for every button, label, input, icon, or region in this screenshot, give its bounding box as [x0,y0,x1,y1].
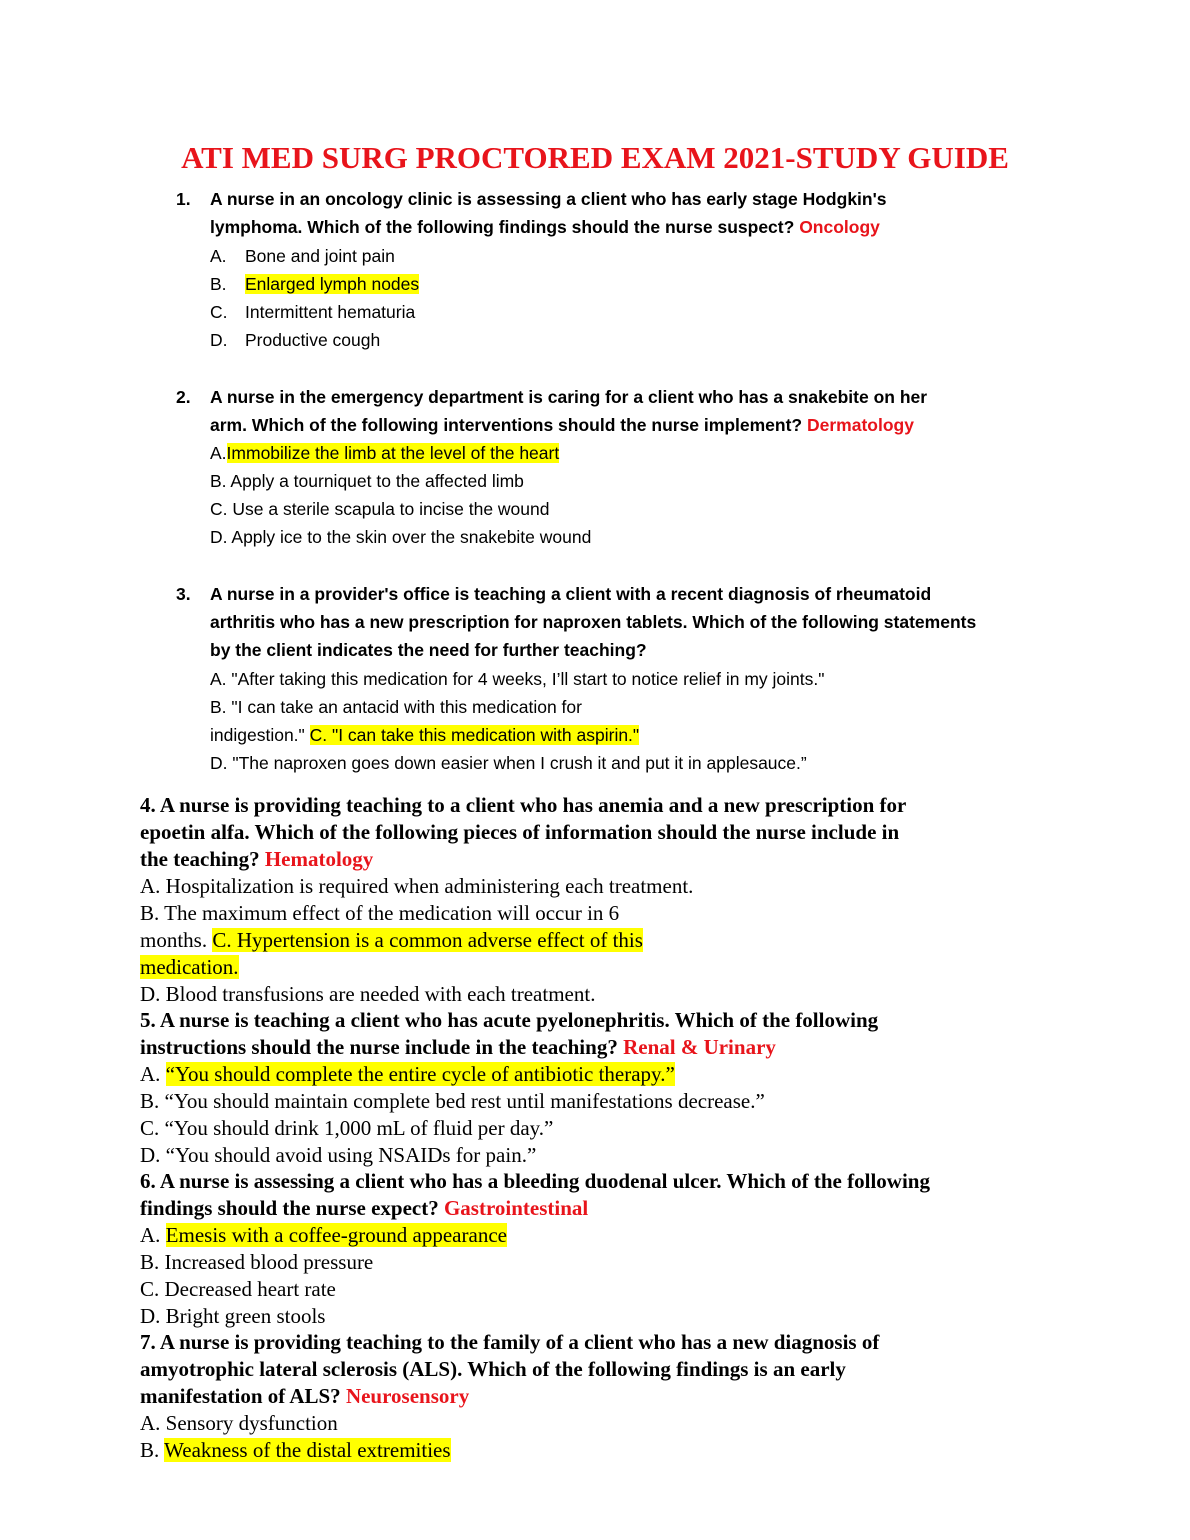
option-a [140,1222,507,1249]
question-stem [210,411,914,439]
question-stem: 5. A nurse is teaching a client who has acute pyelonephritis. Which of the following [140,1008,879,1032]
page-title: ATI MED SURG PROCTORED EXAM 2021-STUDY GUIDE [181,140,1009,175]
option-letter: A. [210,246,227,266]
option-d: D. "The naproxen goes down easier when I crush it and put it in applesauce.” [210,753,807,773]
option-a [210,242,227,270]
question-stem-text: findings should the nurse expect? [140,1196,439,1220]
question-stem: 4. A nurse is providing teaching to a client who has anemia and a new prescription for [140,793,907,817]
option-letter: A. [140,1223,161,1247]
question-stem-text: lymphoma. Which of the following findings should the nurse suspect? [210,217,795,237]
option-b: B. "I can take an antacid with this medication for [210,697,582,717]
correct-answer: Immobilize the limb at the level of the heart [226,443,560,463]
option-b: B. The maximum effect of the medication will occur in 6 [140,901,620,925]
option-text: indigestion." [210,725,305,745]
option-b [140,1437,451,1464]
correct-answer: C. "I can take this medication with aspirin." [309,725,640,745]
question-stem-text: instructions should the nurse include in the teaching? [140,1035,618,1059]
question-stem: by the client indicates the need for further teaching? [210,640,647,660]
option-letter: A. [210,443,227,463]
option-d: D. Apply ice to the skin over the snakebite wound [210,527,592,547]
option-text: Bone and joint pain [245,246,395,266]
correct-answer: Emesis with a coffee-ground appearance [165,1223,507,1247]
question-number: 1. [176,189,191,209]
option-c: C. Decreased heart rate [140,1277,336,1301]
option-b-continued [140,927,643,954]
question-stem [140,1195,588,1222]
option-d [210,326,228,354]
option-c: C. “You should drink 1,000 mL of fluid per day.” [140,1116,554,1140]
option-letter: A. [140,1062,161,1086]
option-c [210,298,228,326]
option-letter: B. [210,274,227,294]
option-letter: D. [210,330,228,350]
question-stem [140,1034,776,1061]
option-b: B. Increased blood pressure [140,1250,374,1274]
option-a [140,1061,675,1088]
category-label: Hematology [264,847,374,871]
option-a: A. "After taking this medication for 4 weeks, I’ll start to notice relief in my joints." [210,669,825,689]
option-text: Productive cough [245,330,381,350]
question-stem: arthritis who has a new prescription for naproxen tablets. Which of the following statements [210,612,977,632]
option-letter: B. [140,1438,160,1462]
category-label: Gastrointestinal [443,1196,589,1220]
option-c: C. Use a sterile scapula to incise the wound [210,499,550,519]
option-d: D. “You should avoid using NSAIDs for pain.” [140,1143,537,1167]
category-label: Renal & Urinary [623,1035,776,1059]
question-number: 3. [176,584,191,604]
question-stem: A nurse in the emergency department is caring for a client who has a snakebite on her [210,387,928,407]
question-stem-text: arm. Which of the following interventions should the nurse implement? [210,415,803,435]
correct-answer: Enlarged lymph nodes [245,274,420,294]
question-stem: A nurse in a provider's office is teaching a client with a recent diagnosis of rheumatoid [210,584,932,604]
option-d: D. Bright green stools [140,1304,326,1328]
option-b: B. Apply a tourniquet to the affected limb [210,471,524,491]
question-stem: amyotrophic lateral sclerosis (ALS). Which of the following findings is an early [140,1357,846,1381]
correct-answer: Weakness of the distal extremities [164,1438,451,1462]
option-text: months. [140,928,208,952]
question-stem: epoetin alfa. Which of the following pieces of information should the nurse include in [140,820,900,844]
question-stem: 7. A nurse is providing teaching to the family of a client who has a new diagnosis of [140,1330,880,1354]
question-stem-text: the teaching? [140,847,260,871]
correct-answer: “You should complete the entire cycle of antibiotic therapy.” [165,1062,675,1086]
option-b-continued [210,721,639,749]
category-label: Oncology [799,217,880,237]
question-stem: A nurse in an oncology clinic is assessing a client who has early stage Hodgkin's [210,189,887,209]
question-stem [140,1383,469,1410]
question-stem: 6. A nurse is assessing a client who has a bleeding duodenal ulcer. Which of the following [140,1169,930,1193]
option-d: D. Blood transfusions are needed with each treatment. [140,982,596,1006]
option-a: A. Hospitalization is required when administering each treatment. [140,874,694,898]
category-label: Neurosensory [345,1384,470,1408]
option-text: Intermittent hematuria [245,302,416,322]
option-letter: C. [210,302,228,322]
option-a [210,439,559,467]
option-a: A. Sensory dysfunction [140,1411,338,1435]
question-stem-text: manifestation of ALS? [140,1384,341,1408]
question-stem [140,846,373,873]
question-stem [210,213,880,241]
question-number: 2. [176,387,191,407]
category-label: Dermatology [807,415,914,435]
option-b: B. “You should maintain complete bed rest until manifestations decrease.” [140,1089,765,1113]
option-b [210,270,227,298]
correct-answer: C. Hypertension is a common adverse effect of this [212,928,643,952]
correct-answer-continued: medication. [140,955,239,979]
